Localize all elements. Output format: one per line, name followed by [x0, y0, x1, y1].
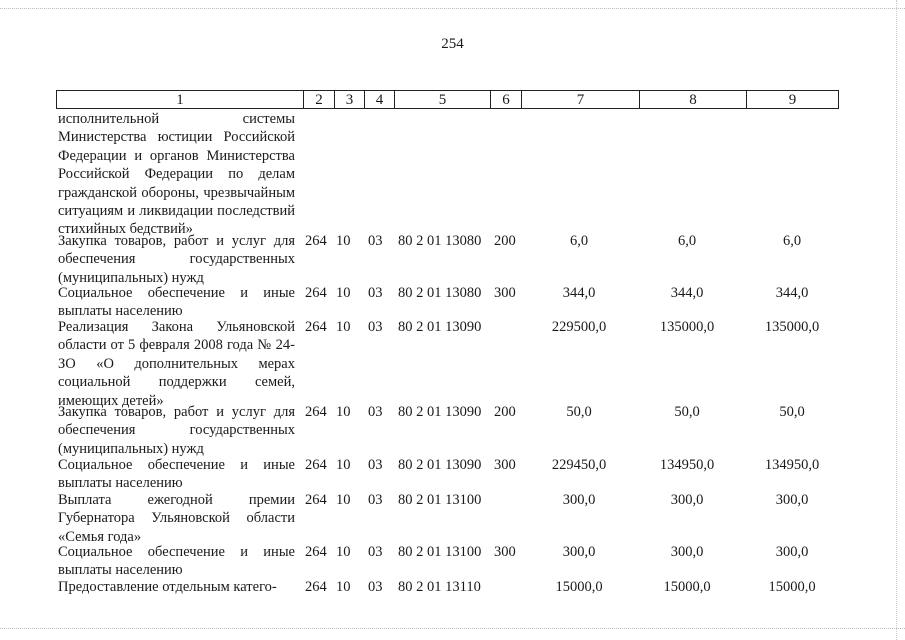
row-code-section: 10 — [336, 404, 351, 420]
row-amount-1: 344,0 — [562, 285, 596, 301]
row-code-section: 10 — [336, 492, 351, 508]
header-col-3: 3 — [334, 90, 364, 109]
row-amount-1: 6,0 — [569, 233, 589, 249]
row-amount-1: 300,0 — [562, 492, 596, 508]
row-amount-2: 300,0 — [670, 544, 704, 560]
row-description: Предоставление отдельным катего- — [58, 579, 277, 595]
row-amount-2: 134950,0 — [659, 457, 715, 473]
row-code-ministry: 264 — [305, 544, 327, 560]
header-col-7: 7 — [521, 90, 639, 109]
header-col-4: 4 — [364, 90, 394, 109]
row-code-expense: 200 — [494, 233, 516, 249]
row-amount-2: 135000,0 — [659, 319, 715, 335]
row-amount-3: 344,0 — [775, 285, 809, 301]
top-scan-edge — [0, 8, 905, 11]
row-description: Социальное обеспечение и иные выплаты населению — [58, 544, 295, 579]
row-description: Социальное обеспечение и иные выплаты населению — [58, 457, 295, 492]
row-code-target: 80 2 01 13090 — [398, 457, 482, 473]
row-code-subsection: 03 — [368, 319, 383, 335]
row-code-ministry: 264 — [305, 492, 327, 508]
row-code-expense: 300 — [494, 285, 516, 301]
row-code-ministry: 264 — [305, 457, 327, 473]
row-code-target: 80 2 01 13110 — [398, 579, 481, 595]
row-amount-2: 300,0 — [670, 492, 704, 508]
row-code-subsection: 03 — [368, 492, 383, 508]
header-col-1: 1 — [56, 90, 303, 109]
row-code-subsection: 03 — [368, 544, 383, 560]
header-col-9: 9 — [746, 90, 839, 109]
row-amount-1: 15000,0 — [555, 579, 603, 595]
row-code-section: 10 — [336, 285, 351, 301]
row-code-ministry: 264 — [305, 319, 327, 335]
header-col-5: 5 — [394, 90, 490, 109]
row-amount-3: 135000,0 — [764, 319, 820, 335]
row-code-subsection: 03 — [368, 579, 383, 595]
header-col-2: 2 — [303, 90, 334, 109]
row-code-target: 80 2 01 13090 — [398, 319, 482, 335]
row-code-subsection: 03 — [368, 285, 383, 301]
row-amount-3: 134950,0 — [764, 457, 820, 473]
row-code-target: 80 2 01 13080 — [398, 233, 482, 249]
row-code-section: 10 — [336, 457, 351, 473]
row-amount-2: 344,0 — [670, 285, 704, 301]
row-code-ministry: 264 — [305, 404, 327, 420]
row-amount-3: 300,0 — [775, 544, 809, 560]
row-amount-3: 6,0 — [782, 233, 802, 249]
row-amount-1: 300,0 — [562, 544, 596, 560]
row-code-target: 80 2 01 13100 — [398, 492, 482, 508]
row-code-target: 80 2 01 13090 — [398, 404, 482, 420]
row-amount-2: 6,0 — [677, 233, 697, 249]
row-amount-1: 229450,0 — [551, 457, 607, 473]
row-code-ministry: 264 — [305, 285, 327, 301]
page-number: 254 — [441, 36, 464, 52]
row-code-ministry: 264 — [305, 233, 327, 249]
row-code-section: 10 — [336, 579, 351, 595]
row-code-section: 10 — [336, 319, 351, 335]
row-description: Закупка товаров, работ и услуг для обеспечения государственных (муниципальных) нужд — [58, 233, 295, 286]
header-col-8: 8 — [639, 90, 746, 109]
row-amount-2: 15000,0 — [663, 579, 711, 595]
row-description: Реализация Закона Ульяновской области от 5 февраля 2008 года № 24-ЗО «О дополнительных мерах социальной поддержки семей, имеющих детей» — [58, 319, 295, 409]
row-code-subsection: 03 — [368, 457, 383, 473]
row-amount-1: 229500,0 — [551, 319, 607, 335]
row-amount-3: 50,0 — [779, 404, 805, 420]
row-code-expense: 200 — [494, 404, 516, 420]
right-scan-edge — [896, 0, 897, 640]
row-code-ministry: 264 — [305, 579, 327, 595]
bottom-scan-edge — [0, 628, 905, 631]
row-amount-3: 15000,0 — [768, 579, 816, 595]
row-description: Социальное обеспечение и иные выплаты населению — [58, 285, 295, 320]
row-code-subsection: 03 — [368, 233, 383, 249]
row-code-section: 10 — [336, 233, 351, 249]
row-description: Выплата ежегодной премии Губернатора Ульяновской области «Семья года» — [58, 492, 295, 545]
row-amount-3: 300,0 — [775, 492, 809, 508]
header-col-6: 6 — [490, 90, 521, 109]
row-description: исполнительной системы Министерства юстиции Российской Федерации и органов Министерства Российской Федерации по делам гражданской обороны, чрезвычайным ситуациям и ликвидации последствий стихийных бедствий» — [58, 111, 295, 238]
row-amount-1: 50,0 — [566, 404, 592, 420]
row-code-subsection: 03 — [368, 404, 383, 420]
row-code-target: 80 2 01 13080 — [398, 285, 482, 301]
row-code-section: 10 — [336, 544, 351, 560]
row-description: Закупка товаров, работ и услуг для обеспечения государственных (муниципальных) нужд — [58, 404, 295, 457]
row-code-expense: 300 — [494, 544, 516, 560]
row-amount-2: 50,0 — [674, 404, 700, 420]
row-code-expense: 300 — [494, 457, 516, 473]
row-code-target: 80 2 01 13100 — [398, 544, 482, 560]
